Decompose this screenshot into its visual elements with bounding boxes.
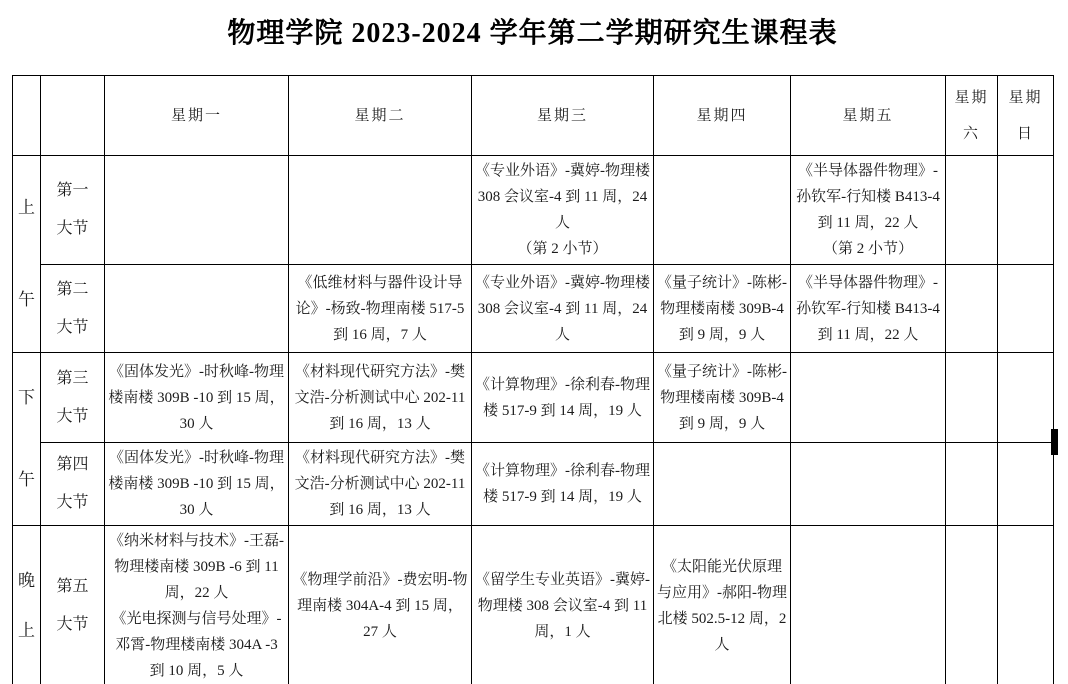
period-label-1 bbox=[41, 156, 105, 265]
vertical-label bbox=[16, 162, 37, 346]
text-line: 下 bbox=[18, 387, 35, 407]
page-title: 物理学院 2023-2024 学年第二学期研究生课程表 bbox=[227, 18, 838, 49]
row-period-5 bbox=[13, 526, 1054, 684]
text-line: 《计算物理》-徐利春-物理楼 517-9 到 14 周，19 人 bbox=[475, 463, 650, 505]
text-line: 上 bbox=[18, 198, 35, 217]
text-line: 《专业外语》-冀婷-物理楼 308 会议室-4 到 11 周，24 人 bbox=[475, 163, 650, 231]
timetable-cell bbox=[105, 353, 289, 443]
timetable-cell bbox=[105, 526, 289, 684]
day-header-thursday: 星期四 bbox=[654, 76, 791, 156]
row-period-2 bbox=[13, 265, 1054, 353]
timetable-cell bbox=[105, 265, 289, 353]
day-header-wednesday: 星期三 bbox=[472, 76, 654, 156]
vertical-label bbox=[16, 357, 37, 522]
row-period-3 bbox=[13, 353, 1054, 443]
text-line: 第四 bbox=[56, 456, 89, 473]
period-label-3 bbox=[41, 353, 105, 443]
day-header-tuesday: 星期二 bbox=[289, 76, 472, 156]
text-line: 《专业外语》-冀婷-物理楼 308 会议室-4 到 11 周，24 人 bbox=[475, 274, 650, 343]
period-label-2 bbox=[41, 265, 105, 353]
text-line: 《半导体器件物理》-孙钦军-行知楼 B413-4 到 11 周，22 人 bbox=[796, 163, 940, 231]
period-label-text bbox=[44, 181, 101, 239]
timetable-cell bbox=[654, 443, 791, 526]
text-line: （第 2 小节） bbox=[517, 241, 608, 257]
text-line: 《半导体器件物理》-孙钦军-行知楼 B413-4 到 11 周，22 人 bbox=[796, 274, 940, 343]
text-line: 大节 bbox=[56, 616, 89, 633]
text-line: 大节 bbox=[56, 318, 89, 336]
timetable-cell bbox=[289, 443, 472, 526]
period-label-4 bbox=[41, 443, 105, 526]
text-line: 第五 bbox=[56, 578, 89, 595]
text-line: 第三 bbox=[56, 369, 89, 387]
text-line: 午 bbox=[18, 290, 35, 309]
timetable-cell bbox=[654, 156, 791, 265]
black-edge-marker bbox=[1051, 429, 1058, 455]
day-header-monday: 星期一 bbox=[105, 76, 289, 156]
timetable-cell bbox=[289, 265, 472, 353]
timetable-cell bbox=[791, 265, 946, 353]
timetable-cell bbox=[472, 353, 654, 443]
text-line: 《物理学前沿》-费宏明-物理南楼 304A-4 到 15 周，27 人 bbox=[292, 572, 468, 640]
timetable-cell bbox=[998, 156, 1054, 265]
timetable-cell bbox=[791, 353, 946, 443]
timetable-cell bbox=[998, 443, 1054, 526]
period-label-text bbox=[44, 369, 101, 427]
text-line: 《材料现代研究方法》-樊文浩-分析测试中心 202-11 到 16 周，13 人 bbox=[294, 363, 466, 432]
corner-cell bbox=[41, 76, 105, 156]
text-line: 午 bbox=[18, 470, 35, 490]
period-label-text bbox=[44, 577, 101, 635]
text-line: 《留学生专业英语》-冀婷-物理楼 308 会议室-4 到 11 周，1 人 bbox=[475, 572, 650, 640]
period-label-text bbox=[44, 280, 101, 338]
text-line: 第一 bbox=[56, 182, 89, 199]
text-line: 《太阳能光伏原理与应用》-郝阳-物理北楼 502.5-12 周，2 人 bbox=[657, 559, 787, 653]
text-line: （第 2 小节） bbox=[822, 241, 913, 257]
timetable-cell bbox=[654, 353, 791, 443]
day-header-friday: 星期五 bbox=[791, 76, 946, 156]
timetable-cell bbox=[472, 443, 654, 526]
timetable-cell bbox=[289, 156, 472, 265]
timeblock-morning bbox=[13, 156, 41, 353]
timetable-cell bbox=[472, 526, 654, 684]
text-line: 晚 bbox=[18, 571, 35, 590]
text-line: 《纳米材料与技术》-王磊-物理楼南楼 309B -6 到 11 周，22 人 bbox=[109, 533, 284, 601]
text-line: 大节 bbox=[56, 407, 89, 425]
text-line: 《材料现代研究方法》-樊文浩-分析测试中心 202-11 到 16 周，13 人 bbox=[294, 450, 466, 518]
timeblock-afternoon bbox=[13, 353, 41, 526]
timetable-cell bbox=[105, 156, 289, 265]
corner-cell bbox=[13, 76, 41, 156]
text-line: 大节 bbox=[56, 494, 89, 511]
text-line: 第二 bbox=[56, 280, 89, 298]
timetable-cell bbox=[472, 265, 654, 353]
period-label-text bbox=[44, 455, 101, 513]
timetable-cell bbox=[946, 265, 998, 353]
header-row bbox=[13, 76, 1054, 156]
timetable-cell bbox=[654, 526, 791, 684]
timetable-cell bbox=[946, 443, 998, 526]
timetable-cell bbox=[998, 265, 1054, 353]
period-label-5 bbox=[41, 526, 105, 684]
text-line: 《光电探测与信号处理》-邓霄-物理楼南楼 304A -3 到 10 周，5 人 bbox=[111, 611, 282, 679]
text-line: 《固体发光》-时秋峰-物理楼南楼 309B -10 到 15 周，30 人 bbox=[108, 450, 285, 518]
timetable-cell bbox=[791, 443, 946, 526]
timetable-cell bbox=[998, 526, 1054, 684]
text-line: 《低维材料与器件设计导论》-杨致-物理南楼 517-5 到 16 周，7 人 bbox=[295, 274, 465, 343]
timetable-cell bbox=[946, 156, 998, 265]
timetable-cell bbox=[654, 265, 791, 353]
text-line: 上 bbox=[18, 621, 35, 640]
text-line: 《固体发光》-时秋峰-物理楼南楼 309B -10 到 15 周，30 人 bbox=[108, 363, 285, 432]
day-header-saturday: 星期六 bbox=[946, 76, 998, 156]
timetable-cell bbox=[289, 526, 472, 684]
day-header-sunday: 星期日 bbox=[998, 76, 1054, 156]
timetable-cell bbox=[791, 526, 946, 684]
timeblock-evening bbox=[13, 526, 41, 684]
text-line: 《计算物理》-徐利春-物理楼 517-9 到 14 周，19 人 bbox=[475, 376, 650, 419]
text-line: 大节 bbox=[56, 220, 89, 237]
row-period-1 bbox=[13, 156, 1054, 265]
timetable-cell bbox=[105, 443, 289, 526]
text-line: 《量子统计》-陈彬-物理楼南楼 309B-4 到 9 周，9 人 bbox=[657, 363, 787, 432]
timetable-cell bbox=[472, 156, 654, 265]
vertical-label bbox=[16, 556, 37, 656]
text-line: 《量子统计》-陈彬-物理楼南楼 309B-4 到 9 周，9 人 bbox=[657, 274, 787, 343]
timetable-cell bbox=[791, 156, 946, 265]
timetable bbox=[12, 75, 1054, 684]
timetable-cell bbox=[998, 353, 1054, 443]
timetable-cell bbox=[946, 353, 998, 443]
timetable-cell bbox=[289, 353, 472, 443]
timetable-cell bbox=[946, 526, 998, 684]
row-period-4 bbox=[13, 443, 1054, 526]
